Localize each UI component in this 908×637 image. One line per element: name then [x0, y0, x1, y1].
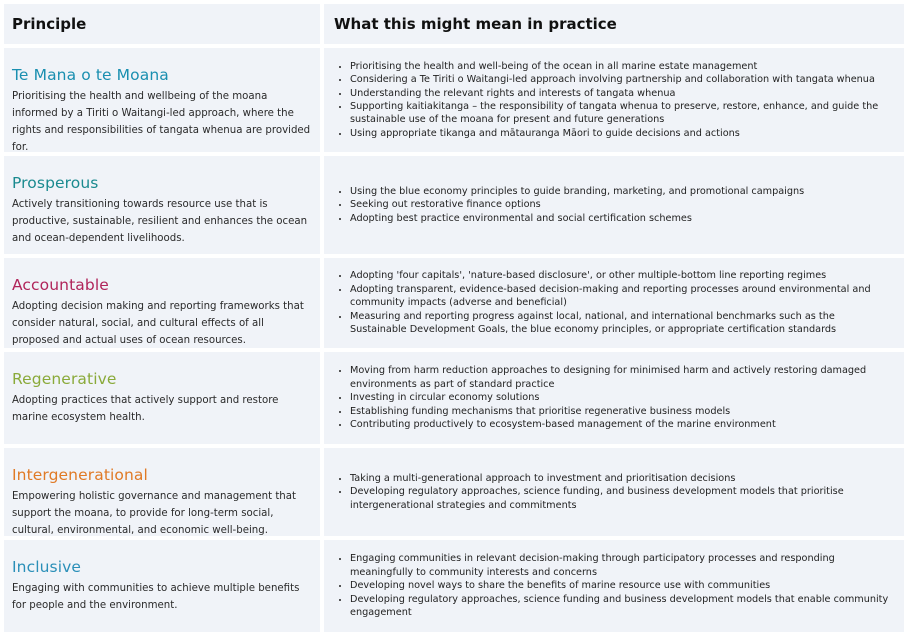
principle-description: Engaging with communities to achieve multiple benefits for people and the environment.: [12, 583, 300, 611]
practice-item: • Establishing funding mechanisms that prioritise regenerative business models: [350, 405, 894, 418]
principle-description: Empowering holistic governance and management that support the moana, to provide for long-term social, cultural, environmental, and economic well-being.: [12, 491, 297, 536]
principle-description: Adopting decision making and reporting frameworks that consider natural, social, and cultural effects of all proposed and actual uses of ocean resources.: [12, 301, 304, 346]
principle-row: [4, 540, 904, 632]
principle-cell: [4, 258, 320, 348]
principle-row: [4, 352, 904, 444]
principle-title: Inclusive: [12, 558, 82, 576]
practice-cell: [324, 258, 904, 348]
practice-item: • Contributing productively to ecosystem-based management of the marine environment: [350, 418, 894, 431]
practice-item: • Supporting kaitiakitanga – the responsibility of tangata whenua to preserve, restore, enhance, and guide the sustainable use of the moana for present and future generations: [350, 100, 894, 127]
principle-row: [4, 48, 904, 152]
practice-list: [334, 552, 894, 619]
principle-cell: [4, 48, 320, 152]
practice-item: • Seeking out restorative finance options: [350, 198, 894, 211]
principle-header-cell: [4, 4, 320, 44]
practice-item: • Considering a Te Tiriti o Waitangi-led approach involving partnership and collaboration with tangata whenua: [350, 73, 894, 86]
practice-cell: [324, 352, 904, 444]
principle-title: Prosperous: [12, 174, 99, 192]
principle-row: [4, 156, 904, 254]
practice-list: [334, 185, 894, 225]
principle-title: Accountable: [12, 276, 109, 294]
practice-item: • Developing novel ways to share the benefits of marine resource use with communities: [350, 579, 894, 592]
practice-item: • Using appropriate tikanga and mātauranga Māori to guide decisions and actions: [350, 127, 894, 140]
principle-row: [4, 258, 904, 348]
practice-item: • Adopting transparent, evidence-based decision-making and reporting processes around environmental and community impacts (adverse and beneficial): [350, 283, 894, 310]
principle-header: Principle: [12, 15, 87, 33]
practice-item: • Adopting best practice environmental and social certification schemes: [350, 212, 894, 225]
practice-item: • Measuring and reporting progress against local, national, and international benchmarks such as the Sustainable Development Goals, the blue economy principles, or appropriate certification standards: [350, 310, 894, 337]
practice-item: • Engaging communities in relevant decision-making through participatory processes and responding meaningfully to community interests and concerns: [350, 552, 894, 579]
practice-header: What this might mean in practice: [334, 15, 617, 33]
practice-cell: [324, 156, 904, 254]
principle-cell: [4, 448, 320, 536]
principle-title: Te Mana o te Moana: [12, 66, 169, 84]
practice-item: • Understanding the relevant rights and interests of tangata whenua: [350, 87, 894, 100]
principle-description: Adopting practices that actively support and restore marine ecosystem health.: [12, 395, 279, 423]
principle-row: [4, 448, 904, 536]
practice-header-cell: [324, 4, 904, 44]
practice-item: • Taking a multi-generational approach to investment and prioritisation decisions: [350, 472, 894, 485]
practice-list: [334, 60, 894, 140]
practice-item: • Using the blue economy principles to guide branding, marketing, and promotional campaigns: [350, 185, 894, 198]
practice-item: • Investing in circular economy solutions: [350, 391, 894, 404]
principle-cell: [4, 156, 320, 254]
practice-list: [334, 364, 894, 431]
principle-description: Prioritising the health and wellbeing of the moana informed by a Tiriti o Waitangi-led approach, where the rights and responsibilities of tangata whenua are provided for.: [12, 91, 311, 153]
practice-cell: [324, 48, 904, 152]
practice-item: • Developing regulatory approaches, science funding, and business development models that prioritise intergenerational strategies and commitments: [350, 485, 894, 512]
principle-title: Intergenerational: [12, 466, 148, 484]
practice-item: • Prioritising the health and well-being of the ocean in all marine estate management: [350, 60, 894, 73]
practice-item: • Adopting 'four capitals', 'nature-based disclosure', or other multiple-bottom line reporting regimes: [350, 269, 894, 282]
principle-title: Regenerative: [12, 370, 117, 388]
practice-list: [334, 472, 894, 512]
practice-item: • Moving from harm reduction approaches to designing for minimised harm and actively restoring damaged environments as part of standard practice: [350, 364, 894, 391]
practice-list: [334, 269, 894, 336]
header-row: [4, 4, 904, 44]
principle-cell: [4, 352, 320, 444]
practice-item: • Developing regulatory approaches, science funding and business development models that enable community engagement: [350, 593, 894, 620]
principle-description: Actively transitioning towards resource use that is productive, sustainable, resilient and enhances the ocean and ocean-dependent livelihoods.: [12, 199, 308, 244]
practice-cell: [324, 448, 904, 536]
practice-cell: [324, 540, 904, 632]
principle-cell: [4, 540, 320, 632]
